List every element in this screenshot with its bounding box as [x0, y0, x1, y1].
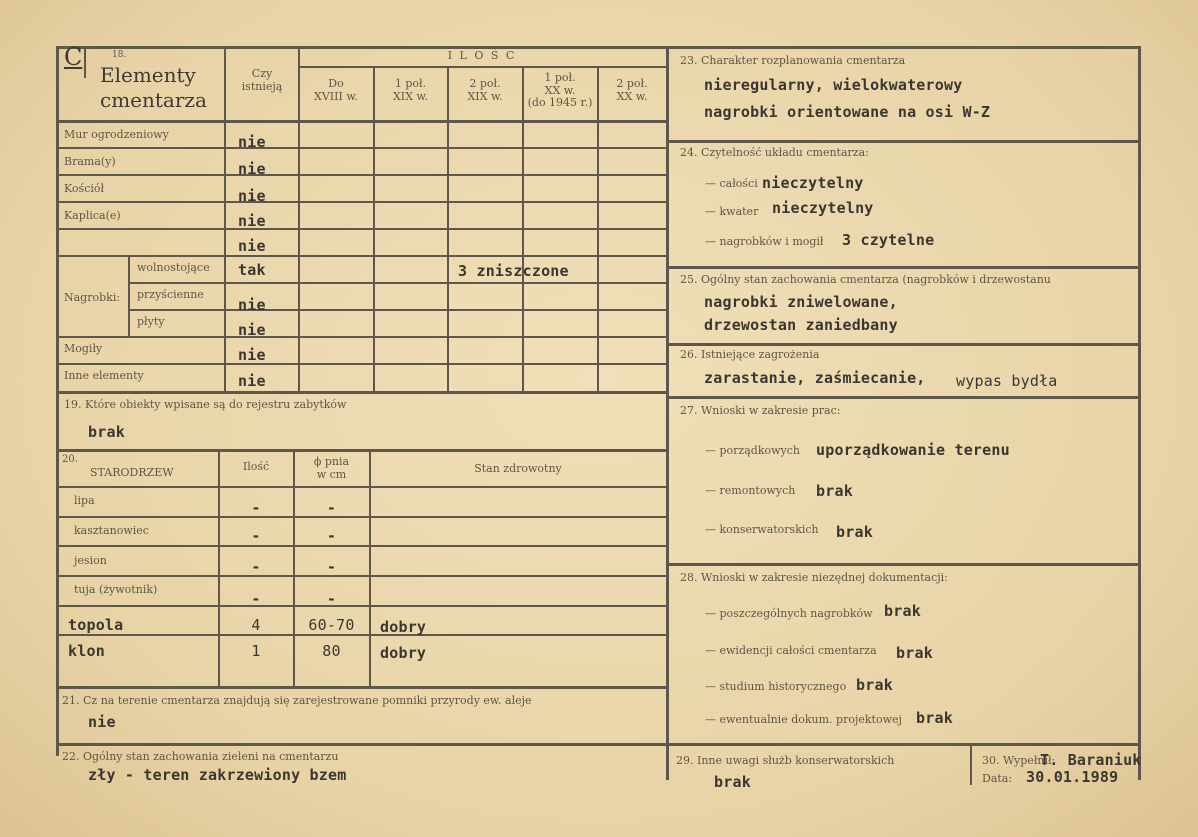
- tree-qty: -: [251, 527, 261, 545]
- field-25-label: 25. Ogólny stan zachowania cmentarza (nagrobków i drzewostanu: [680, 273, 1051, 286]
- field-25-value: nagrobki zniwelowane,: [704, 293, 898, 311]
- tree-qty: 1: [251, 642, 261, 660]
- field-23-value: nieregularny, wielokwaterowy: [704, 76, 963, 94]
- row-label: Mogiły: [64, 342, 103, 355]
- field-28-b-value: brak: [896, 644, 933, 662]
- tree-diam: -: [326, 499, 337, 517]
- field-24-c-label: — nagrobków i mogił: [705, 235, 824, 248]
- period-col: 1 poł. XIX w.: [392, 77, 429, 103]
- row-label: Inne elementy: [64, 369, 144, 382]
- field-26-value: zarastanie, zaśmiecanie,: [704, 369, 926, 387]
- row-sublabel: płyty: [137, 315, 165, 328]
- field-27-b-label: — remontowych: [705, 484, 796, 497]
- field-26-label: 26. Istniejące zagrożenia: [680, 348, 820, 361]
- row-line: [58, 174, 666, 176]
- row-note: 3 zniszczone: [458, 262, 569, 280]
- field-28-c-value: brak: [856, 676, 893, 694]
- period-col: 2 poł. XIX w.: [467, 77, 503, 103]
- section-line: [58, 449, 666, 452]
- tree-species: jesion: [74, 554, 107, 567]
- row-value: nie: [238, 321, 266, 339]
- field-25-value: drzewostan zaniedbany: [704, 316, 898, 334]
- letter-box-line: [84, 48, 86, 78]
- top-border: [58, 46, 1138, 49]
- section-line: [668, 343, 1138, 346]
- row-line: [58, 147, 666, 149]
- date-label: Data:: [982, 772, 1013, 785]
- field-24-c-value: 3 czytelne: [842, 231, 935, 249]
- field-27-c-label: — konserwatorskich: [705, 523, 819, 536]
- field-24-label: 24. Czytelność układu cmentarza:: [680, 146, 869, 159]
- tree-health: dobry: [380, 618, 427, 636]
- row-label: Mur ogrodzeniowy: [64, 128, 169, 141]
- tree-qty: -: [251, 499, 261, 517]
- row-label: Kościół: [64, 182, 105, 195]
- field-28-b-label: — ewidencji całości cmentarza: [705, 644, 877, 657]
- section-letter: C: [64, 43, 83, 71]
- row-line: [58, 363, 666, 365]
- period-col: 1 poł. XX w. (do 1945 r.): [527, 71, 593, 110]
- row-line: [58, 634, 666, 636]
- col-diam-header: ϕ pnia w cm: [313, 455, 350, 481]
- title-line1: Elementy: [100, 63, 196, 87]
- nagrobki-sep: [128, 255, 130, 336]
- row-label: Kaplica(e): [64, 209, 121, 222]
- section-line: [58, 743, 666, 746]
- title-line2: cmentarza: [100, 88, 207, 112]
- row-line: [58, 545, 666, 547]
- row-line: [58, 486, 666, 488]
- field-27-label: 27. Wnioski w zakresie prac:: [680, 404, 841, 417]
- field-23-label: 23. Charakter rozplanowania cmentarza: [680, 54, 906, 67]
- field-30-label: 30. Wypełnił:: [982, 754, 1056, 767]
- col-exists-header: Czy istnieją: [241, 67, 283, 93]
- tree-species: kasztanowiec: [74, 524, 149, 537]
- col-qty-header: Ilość: [242, 460, 270, 473]
- header-bottom: [58, 120, 666, 123]
- field-23-value: nagrobki orientowane na osi W-Z: [704, 103, 991, 121]
- field-22-label: 22. Ogólny stan zachowania zieleni na cmentarzu: [62, 750, 339, 763]
- row-line: [128, 282, 666, 284]
- section-line: [58, 391, 666, 394]
- field-30-value: T. Baraniuk: [1040, 751, 1142, 769]
- field-no: 18.: [112, 50, 127, 60]
- tree-species: tuja (żywotnik): [74, 583, 158, 596]
- right-border: [1138, 46, 1141, 780]
- field-24-a-value: nieczytelny: [762, 174, 864, 192]
- ilosc-underline: [298, 66, 666, 68]
- col-sep: [224, 46, 226, 392]
- row-value: nie: [238, 160, 266, 178]
- field-21-label: 21. Cz na terenie cmentarza znajdują się zarejestrowane pomniki przyrody ew. aleje: [62, 694, 532, 707]
- tree-qty: -: [251, 558, 261, 576]
- field-28-a-label: — poszczególnych nagrobków: [705, 607, 873, 620]
- section-line: [668, 266, 1138, 269]
- row-sublabel: przyścienne: [137, 288, 204, 301]
- field-28-label: 28. Wnioski w zakresie niezędnej dokumentacji:: [680, 571, 948, 584]
- row-line: [58, 201, 666, 203]
- row-line: [58, 255, 666, 257]
- tree-diam: -: [326, 527, 337, 545]
- period-col: Do XVIII w.: [314, 77, 358, 103]
- middle-border: [666, 46, 669, 780]
- field-24-b-label: — kwater: [705, 205, 759, 218]
- section-line: [58, 686, 666, 689]
- tree-diam: 80: [322, 642, 341, 660]
- field-28-c-label: — studium historycznego: [705, 680, 847, 693]
- ilosc-header: I L O Ś C: [447, 49, 517, 62]
- date-value: 30.01.1989: [1026, 768, 1119, 786]
- field-27-b-value: brak: [816, 482, 853, 500]
- field-24-b-value: nieczytelny: [772, 199, 874, 217]
- period-col: 2 poł. XX w.: [616, 77, 648, 103]
- nagrobki-label: Nagrobki:: [64, 291, 121, 304]
- tree-diam: 60-70: [308, 616, 355, 634]
- tree-qty: 4: [251, 616, 261, 634]
- row-value: nie: [238, 237, 266, 255]
- field-27-a-value: uporządkowanie terenu: [816, 441, 1010, 459]
- row-value: nie: [238, 212, 266, 230]
- field-20-no: 20.: [62, 454, 78, 465]
- field-28-d-label: — ewentualnie dokum. projektowej: [705, 713, 902, 726]
- field-22-value: zły - teren zakrzewiony bzem: [88, 766, 347, 784]
- tree-species: klon: [68, 642, 105, 660]
- tree-species: topola: [68, 616, 124, 634]
- row-value: tak: [238, 261, 266, 279]
- section-line: [668, 743, 1138, 746]
- row-value: nie: [238, 372, 266, 390]
- field-24-a-label: — całości: [705, 177, 758, 190]
- field-28-d-value: brak: [916, 709, 953, 727]
- col-health-header: Stan zdrowotny: [474, 462, 562, 475]
- field-26-value-b: wypas bydła: [956, 372, 1058, 390]
- row-line: [128, 309, 666, 311]
- field-19-label: 19. Które obiekty wpisane są do rejestru zabytków: [64, 398, 347, 411]
- tree-diam: -: [326, 558, 337, 576]
- field-28-a-value: brak: [884, 602, 921, 620]
- col-species-header: STARODRZEW: [90, 466, 174, 479]
- section-line: [668, 396, 1138, 399]
- row-value: nie: [238, 133, 266, 151]
- field-21-value: nie: [88, 713, 116, 731]
- left-border: [56, 46, 59, 756]
- tree-diam: -: [326, 590, 337, 608]
- row-value: nie: [238, 187, 266, 205]
- col-sep: [369, 449, 371, 686]
- field-29-label: 29. Inne uwagi służb konserwatorskich: [676, 754, 895, 767]
- row-value: nie: [238, 296, 266, 314]
- col-sep: [970, 745, 972, 785]
- tree-qty: -: [251, 590, 261, 608]
- row-line: [58, 228, 666, 230]
- field-19-value: brak: [88, 423, 125, 441]
- field-29-value: brak: [714, 773, 751, 791]
- field-27-a-label: — porządkowych: [705, 444, 800, 457]
- section-line: [668, 140, 1138, 143]
- row-value: nie: [238, 346, 266, 364]
- row-sublabel: wolnostojące: [137, 261, 210, 274]
- row-line: [58, 336, 666, 338]
- field-27-c-value: brak: [836, 523, 873, 541]
- tree-species: lipa: [74, 494, 95, 507]
- row-label: Brama(y): [64, 155, 116, 168]
- tree-health: dobry: [380, 644, 427, 662]
- section-line: [668, 563, 1138, 566]
